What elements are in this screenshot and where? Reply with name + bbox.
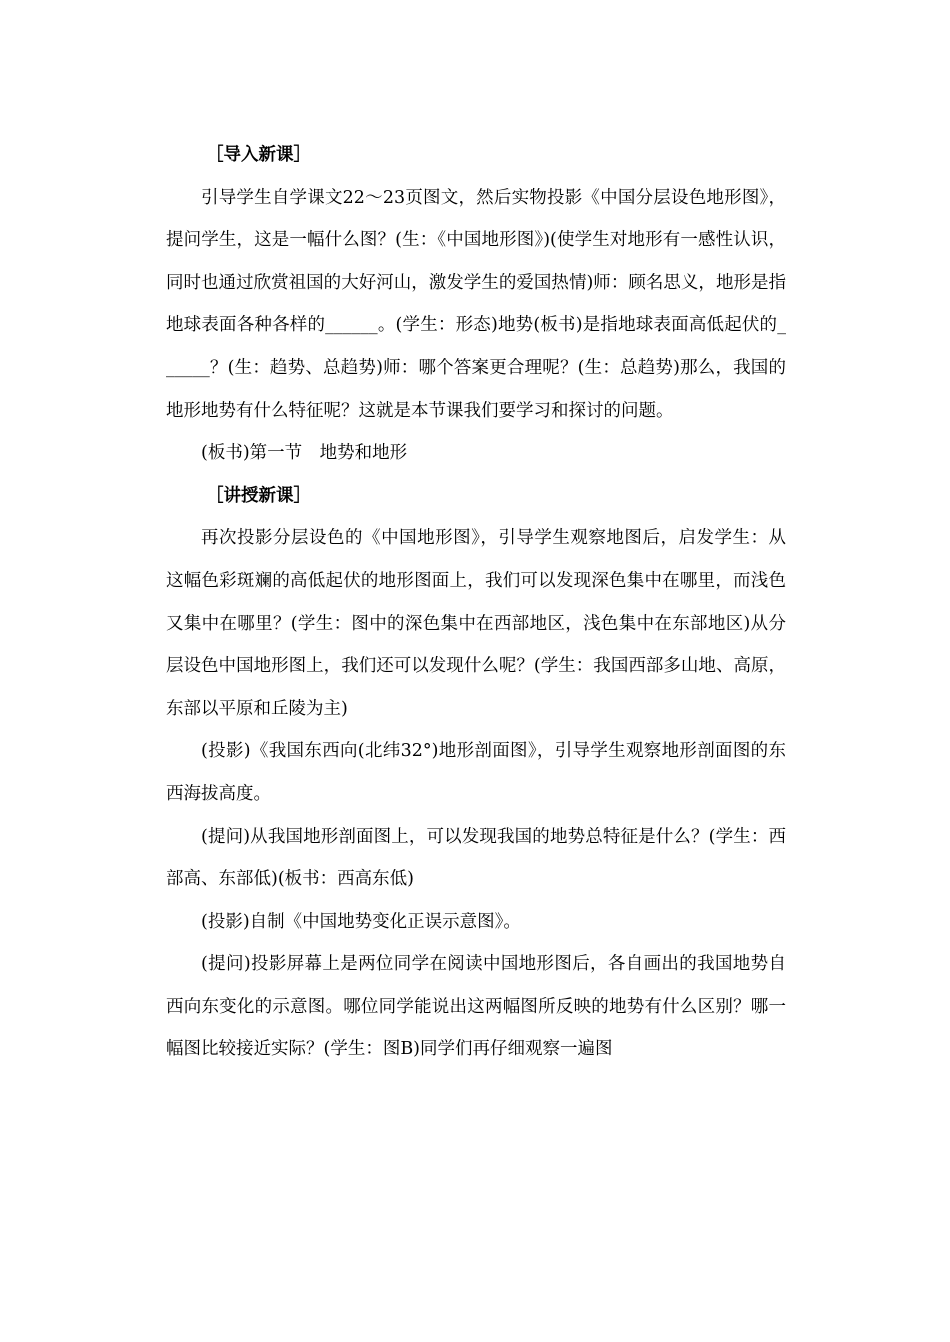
paragraph-lecture-5: (提问)投影屏幕上是两位同学在阅读中国地形图后，各自画出的我国地势自西向东变化的示意图。哪位同学能说出这两幅图所反映的地势有什么区别？哪一幅图比较接近实际？(学生：图B)同学们再仔细观察一遍图 (166, 954, 786, 1060)
section-heading-intro: ［导入新课］ (206, 145, 311, 165)
section-heading-lecture: ［讲授新课］ (206, 485, 311, 506)
document-page (166, 134, 786, 1071)
paragraph-intro-1: 引导学生自学课文22～23页图文，然后实物投影《中国分层设色地形图》，提问学生，这是一幅什么图？(生：《中国地形图》)(使学生对地形有一感性认识，同时也通过欣赏祖国的大好河山，激发学生的爱国热情)师：顾名思义，地形是指地球表面各种各样的______。(学生：形态)地势(板书)是指地球表面高低起伏的______？(生：趋势、总趋势)师：哪个答案更合理呢？(生：总趋势)那么，我国的地形地势有什么特征呢？这就是本节课我们要学习和探讨的问题。 (166, 187, 786, 421)
paragraph-lecture-4: (投影)自制《中国地势变化正误示意图》。 (201, 911, 521, 932)
paragraph-lecture-3: (提问)从我国地形剖面图上，可以发现我国的地势总特征是什么？(学生：西部高、东部低)(板书：西高东低) (166, 826, 786, 890)
paragraph-lecture-1: 再次投影分层设色的《中国地形图》，引导学生观察地图后，启发学生：从这幅色彩斑斓的高低起伏的地形图面上，我们可以发现深色集中在哪里，而浅色又集中在哪里？(学生：图中的深色集中在西部地区，浅色集中在东部地区)从分层设色中国地形图上，我们还可以发现什么呢？(学生：我国西部多山地、高原，东部以平原和丘陵为主) (166, 528, 786, 719)
paragraph-board-title: (板书)第一节 地势和地形 (201, 443, 408, 464)
paragraph-lecture-2: (投影)《我国东西向(北纬32°)地形剖面图》，引导学生观察地形剖面图的东西海拔高度。 (166, 741, 786, 804)
